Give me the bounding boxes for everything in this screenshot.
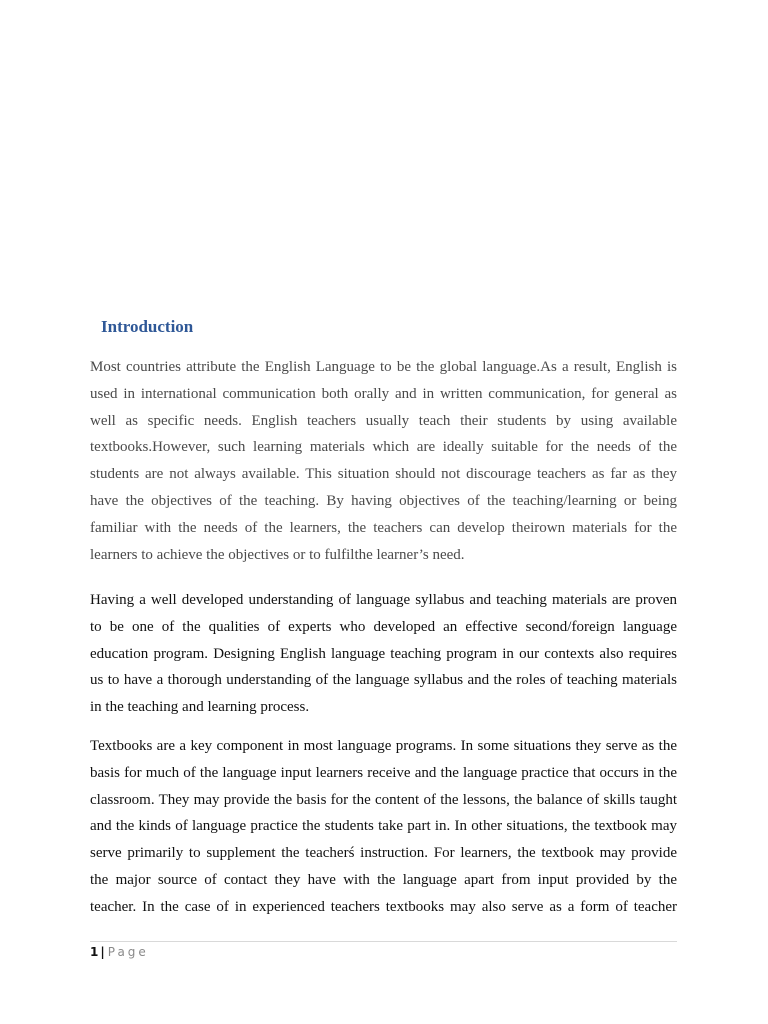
paragraph-line: students are not always available. This situation should not discourage teachers as far as they	[90, 466, 677, 483]
paragraph-line: used in international communication both orally and in written communication, for general as	[90, 385, 677, 402]
paragraph-line: education program. Designing English language teaching program in our contexts also requires	[90, 645, 677, 662]
paragraph-line: teacher. In the case of in experienced teachers textbooks may also serve as a form of teacher	[90, 898, 677, 915]
paragraph-line: Textbooks are a key component in most language programs. In some situations they serve as the	[90, 738, 677, 754]
paragraph-line: Having a well developed understanding of language syllabus and teaching materials are proven	[90, 592, 677, 608]
paragraph-line: classroom. They may provide the basis for the content of the lessons, the balance of skills taught	[90, 791, 677, 808]
section-heading: Introduction	[101, 317, 194, 336]
paragraph-line: familiar with the needs of the learners, the teachers can develop theirown materials for the	[90, 519, 677, 536]
paragraph-line: us to have a thorough understanding of the language syllabus and the roles of teaching materials	[90, 672, 677, 689]
paragraph-line: serve primarily to supplement the teacherś instruction. For learners, the textbook may provide	[90, 845, 677, 862]
paragraph-textbooks	[90, 733, 677, 921]
paragraph-line: well as specific needs. English teachers usually teach their students by using available	[90, 412, 677, 429]
paragraph-line: Most countries attribute the English Language to be the global language.As a result, English is	[90, 359, 677, 375]
page-number: 1	[90, 945, 99, 959]
paragraph-line: basis for much of the language input learners receive and the language practice that occurs in the	[90, 764, 677, 781]
paragraph-introduction	[90, 354, 677, 568]
paragraph-line: the major source of contact they have with the language apart from input provided by the	[90, 871, 677, 888]
paragraph-line: have the objectives of the teaching. By having objectives of the teaching/learning or being	[90, 492, 677, 509]
paragraph-line: learners to achieve the objectives or to fulfilthe learner’s need.	[90, 546, 465, 563]
paragraph-line: to be one of the qualities of experts who developed an effective second/foreign language	[90, 618, 677, 635]
page-label: Page	[107, 945, 149, 959]
paragraph-line: and the kinds of language practice the students take part in. In other situations, the textbook may	[90, 818, 677, 835]
paragraph-line: in the teaching and learning process.	[90, 699, 310, 716]
footer-separator: |	[100, 945, 105, 959]
paragraph-syllabus	[90, 587, 677, 721]
page-footer	[90, 941, 677, 961]
paragraph-line: textbooks.However, such learning materials which are ideally suitable for the needs of the	[90, 439, 677, 456]
